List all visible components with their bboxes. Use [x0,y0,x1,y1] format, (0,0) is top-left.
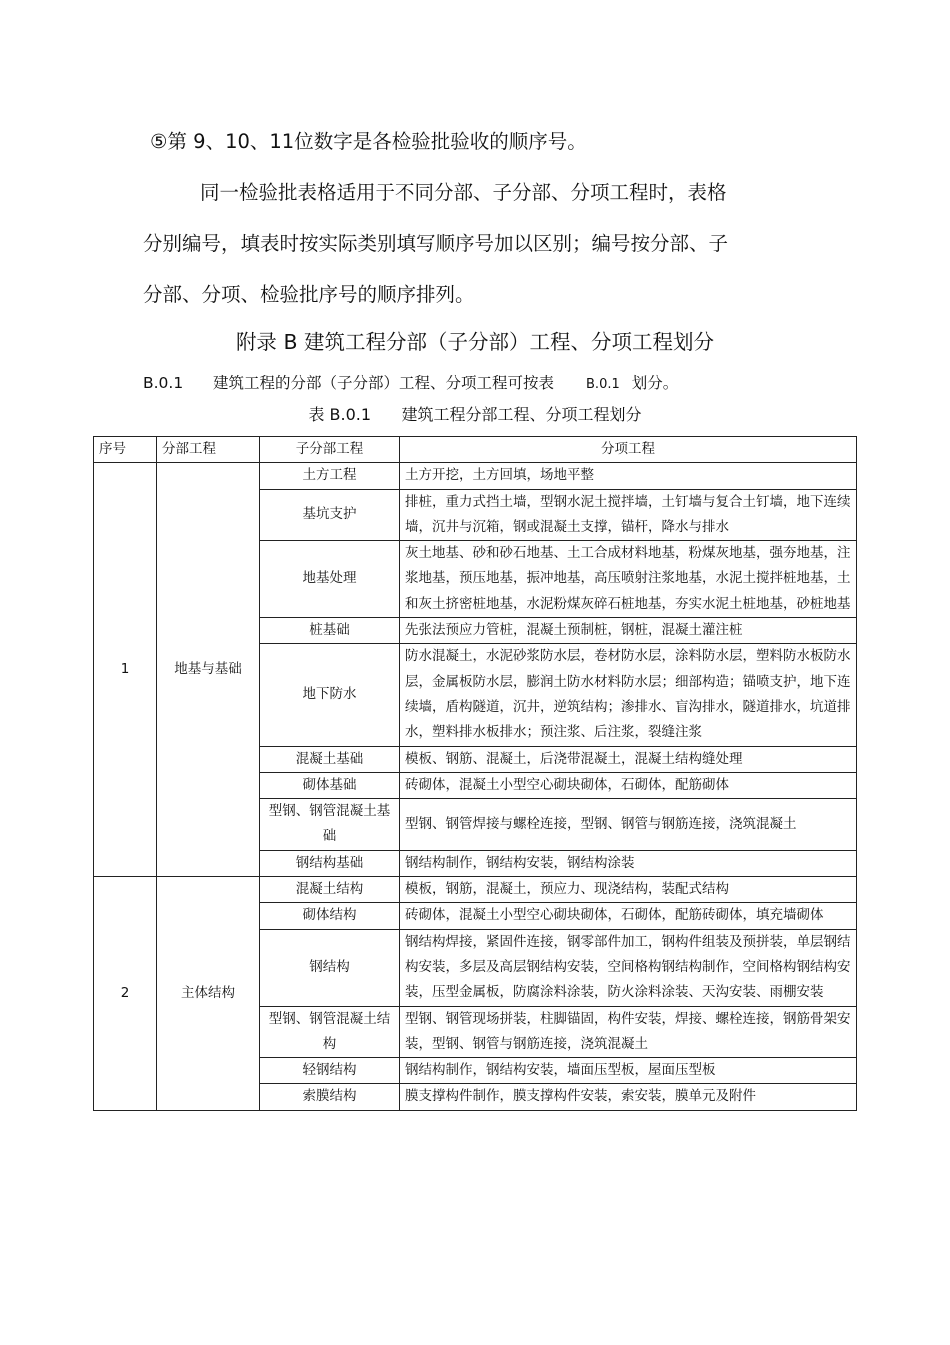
cell-subdivision: 混凝土结构 [260,877,400,903]
cell-subdivision: 基坑支护 [260,489,400,541]
paragraph-numbering-line-2: 分别编号，填表时按实际类别填写顺序号加以区别；编号按分部、子 [143,232,729,255]
cell-items: 砖砌体，混凝土小型空心砌块砌体，石砌体，配筋砌体 [400,772,857,798]
header-no: 序号 [94,437,157,463]
header-items: 分项工程 [400,437,857,463]
cell-subdivision: 钢结构基础 [260,850,400,876]
table-header-row [94,437,857,463]
cell-subdivision: 桩基础 [260,618,400,644]
cell-items: 排桩，重力式挡土墙，型钢水泥土搅拌墙，土钉墙与复合土钉墙，地下连续墙，沉井与沉箱，钢或混凝土支撑，锚杆，降水与排水 [400,489,857,541]
cell-items: 土方开挖，土方回填，场地平整 [400,463,857,489]
cell-items: 防水混凝土，水泥砂浆防水层，卷材防水层，涂料防水层，塑料防水板防水层，金属板防水层，膨润土防水材料防水层；细部构造；锚喷支护，地下连续墙，盾构隧道，沉井，逆筑结构；渗排水、盲沟排水，隧道排水，坑道排水，塑料排水板排水；预注浆、后注浆，裂缝注浆 [400,644,857,746]
header-division: 分部工程 [157,437,260,463]
appendix-title: 附录 B 建筑工程分部（子分部）工程、分项工程划分 [235,330,715,354]
header-subdivision: 子分部工程 [260,437,400,463]
cell-no: 1 [94,463,157,877]
cell-subdivision: 索膜结构 [260,1084,400,1110]
paragraph-numbering-line-1: 同一检验批表格适用于不同分部、子分部、分项工程时，表格 [200,181,727,204]
table-body [94,463,857,1110]
clause-text-end: 划分。 [631,374,679,392]
cell-items: 膜支撑构件制作，膜支撑构件安装，索安装，膜单元及附件 [400,1084,857,1110]
clause-b-0-1 [143,372,678,396]
paragraph-numbering-line-3: 分部、分项、检验批序号的顺序排列。 [143,283,475,306]
clause-text: 建筑工程的分部（子分部）工程、分项工程可按表 [213,374,555,392]
cell-items: 先张法预应力管桩，混凝土预制桩，钢桩，混凝土灌注桩 [400,618,857,644]
cell-subdivision: 地基处理 [260,541,400,618]
paragraph-serial-digits: ⑤第 9、10、11位数字是各检验批验收的顺序号。 [150,130,587,153]
cell-items: 型钢、钢管焊接与螺栓连接，型钢、钢管与钢筋连接，浇筑混凝土 [400,799,857,851]
division-table [93,436,857,1111]
cell-subdivision: 型钢、钢管混凝土结构 [260,1006,400,1058]
cell-items: 灰土地基、砂和砂石地基、土工合成材料地基，粉煤灰地基，强夯地基，注浆地基，预压地基，振冲地基，高压喷射注浆地基，水泥土搅拌桩地基，土和灰土挤密桩地基，水泥粉煤灰碎石桩地基，夯实水泥土桩地基，砂桩地基 [400,541,857,618]
table-row [94,463,857,489]
cell-items: 型钢、钢管现场拼装，柱脚锚固，构件安装，焊接、螺栓连接，钢筋骨架安装，型钢、钢管与钢筋连接，浇筑混凝土 [400,1006,857,1058]
cell-division: 主体结构 [157,877,260,1111]
cell-subdivision: 砌体基础 [260,772,400,798]
clause-table-ref: B.0.1 [586,377,620,392]
cell-division: 地基与基础 [157,463,260,877]
cell-items: 砖砌体，混凝土小型空心砌块砌体，石砌体，配筋砖砌体，填充墙砌体 [400,903,857,929]
cell-subdivision: 地下防水 [260,644,400,746]
cell-subdivision: 轻钢结构 [260,1058,400,1084]
cell-items: 钢结构制作，钢结构安装，墙面压型板，屋面压型板 [400,1058,857,1084]
cell-subdivision: 混凝土基础 [260,746,400,772]
table-caption: 表 B.0.1 建筑工程分部工程、分项工程划分 [308,405,642,424]
cell-subdivision: 砌体结构 [260,903,400,929]
cell-items: 模板，钢筋，混凝土，预应力、现浇结构，装配式结构 [400,877,857,903]
cell-items: 模板、钢筋、混凝土，后浇带混凝土，混凝土结构缝处理 [400,746,857,772]
cell-subdivision: 土方工程 [260,463,400,489]
cell-items: 钢结构制作，钢结构安装，钢结构涂装 [400,850,857,876]
cell-no: 2 [94,877,157,1111]
cell-subdivision: 型钢、钢管混凝土基础 [260,799,400,851]
table-row [94,877,857,903]
cell-subdivision: 钢结构 [260,929,400,1006]
cell-items: 钢结构焊接，紧固件连接，钢零部件加工，钢构件组装及预拼装，单层钢结构安装，多层及高层钢结构安装，空间格构钢结构制作，空间格构钢结构安装，压型金属板，防腐涂料涂装，防火涂料涂装、天沟安装、雨棚安装 [400,929,857,1006]
clause-number: B.0.1 [143,374,184,392]
